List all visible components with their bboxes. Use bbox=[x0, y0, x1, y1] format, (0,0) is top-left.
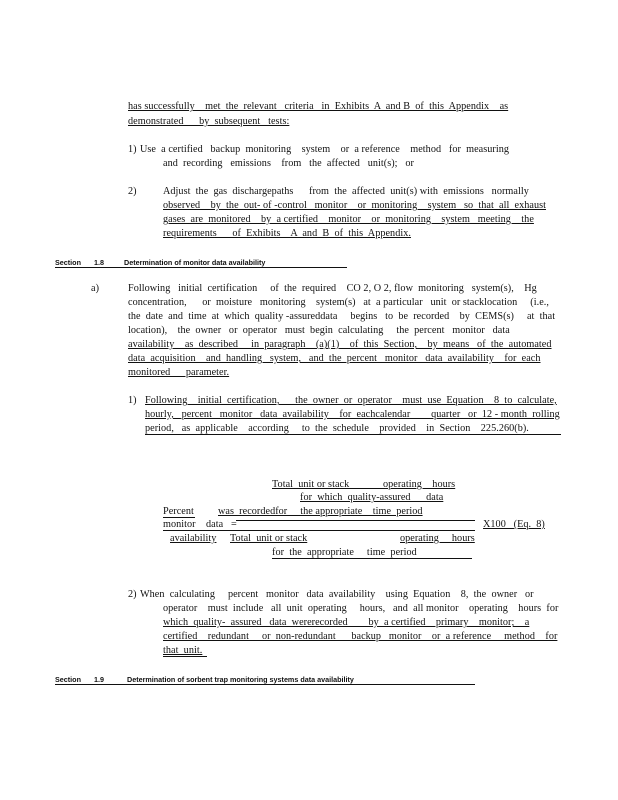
paragraph-marker: a) bbox=[91, 283, 100, 294]
list-item-line: certified redundant or non-redundant backup monitor or a reference method for bbox=[163, 631, 558, 642]
underline-rule bbox=[163, 656, 207, 657]
body-line: monitored parameter. bbox=[128, 367, 230, 378]
equation-numerator: for which quality-assured data bbox=[300, 492, 444, 503]
equation-number: X100 (Eq. 8) bbox=[483, 519, 545, 530]
list-number: 1) bbox=[128, 395, 137, 406]
body-line: demonstrated by subsequent tests: bbox=[128, 116, 290, 127]
equation-label: Percent bbox=[163, 506, 194, 517]
equation-denominator: for the appropriate time period bbox=[272, 547, 417, 558]
list-number: 2) bbox=[128, 589, 137, 600]
equation-numerator: was recordedfor the appropriate time period bbox=[218, 506, 423, 517]
list-item-line: requirements of Exhibits A and B of this Appendix. bbox=[163, 228, 411, 239]
list-item-line: Use a certified backup monitoring system or a reference method for measuring bbox=[140, 144, 510, 155]
section-rule bbox=[55, 684, 475, 685]
list-item-line: that unit. bbox=[163, 645, 203, 656]
list-item-line: operator must include all unit operating hours, and all monitor operating hours for bbox=[163, 603, 559, 614]
list-item-line: and recording emissions from the affected unit(s); or bbox=[163, 158, 414, 169]
list-item-line: which quality- assured data wererecorded by a certified primary monitor; a bbox=[163, 617, 530, 628]
body-line: data acquisition and handling system, and the percent monitor data availability for each bbox=[128, 353, 541, 364]
equation-rule bbox=[163, 517, 195, 518]
body-line: Following initial certification of the required CO 2, O 2, flow monitoring system(s), Hg bbox=[128, 283, 537, 294]
equation-rule bbox=[163, 530, 475, 531]
fraction-bar bbox=[236, 520, 475, 521]
section-rule bbox=[55, 267, 347, 268]
section-title: Determination of sorbent trap monitoring systems data availability bbox=[127, 675, 354, 684]
list-item-line: period, as applicable according to the schedule provided in Section 225.260(b). bbox=[145, 423, 529, 434]
body-line: availability as described in paragraph (a)(1) of this Section, by means of the automated bbox=[128, 339, 552, 350]
body-line: the date and time at which quality -assureddata begins to be recorded by CEMS(s) at that bbox=[128, 311, 556, 322]
underline-rule bbox=[145, 434, 561, 435]
equation-label: monitor data = bbox=[163, 519, 237, 530]
list-item-line: hourly, percent monitor data availability for eachcalendar quarter or 12 - month rolling bbox=[145, 409, 560, 420]
body-line: concentration, or moisture monitoring system(s) at a particular unit or stacklocation (i.e., bbox=[128, 297, 549, 308]
list-item-line: Following initial certification, the owner or operator must use Equation 8 to calculate, bbox=[145, 395, 557, 406]
equation-rule bbox=[272, 558, 472, 559]
section-label: Section bbox=[55, 675, 81, 684]
equation-label: availability bbox=[170, 533, 217, 544]
section-title: Determination of monitor data availability bbox=[124, 258, 266, 267]
list-item-line: Adjust the gas dischargepaths from the affected unit(s) with emissions normally bbox=[163, 186, 529, 197]
equation-denominator: Total unit or stack bbox=[230, 533, 308, 544]
list-item-line: observed by the out- of -control monitor or monitoring system so that all exhaust bbox=[163, 200, 547, 211]
body-line: has successfully met the relevant criteria in Exhibits A and B of this Appendix as bbox=[128, 101, 509, 112]
list-number: 2) bbox=[128, 186, 137, 197]
equation-denominator: operating hours bbox=[400, 533, 475, 544]
list-number: 1) bbox=[128, 144, 137, 155]
section-number: 1.8 bbox=[94, 258, 104, 267]
section-number: 1.9 bbox=[94, 675, 104, 684]
equation-numerator: Total unit or stack operating hours bbox=[272, 479, 456, 490]
list-item-line: gases are monitored by a certified monitor or monitoring system meeting the bbox=[163, 214, 534, 225]
list-item-line: When calculating percent monitor data availability using Equation 8, the owner or bbox=[140, 589, 534, 600]
section-label: Section bbox=[55, 258, 81, 267]
body-line: location), the owner or operator must begin calculating the percent monitor data bbox=[128, 325, 510, 336]
